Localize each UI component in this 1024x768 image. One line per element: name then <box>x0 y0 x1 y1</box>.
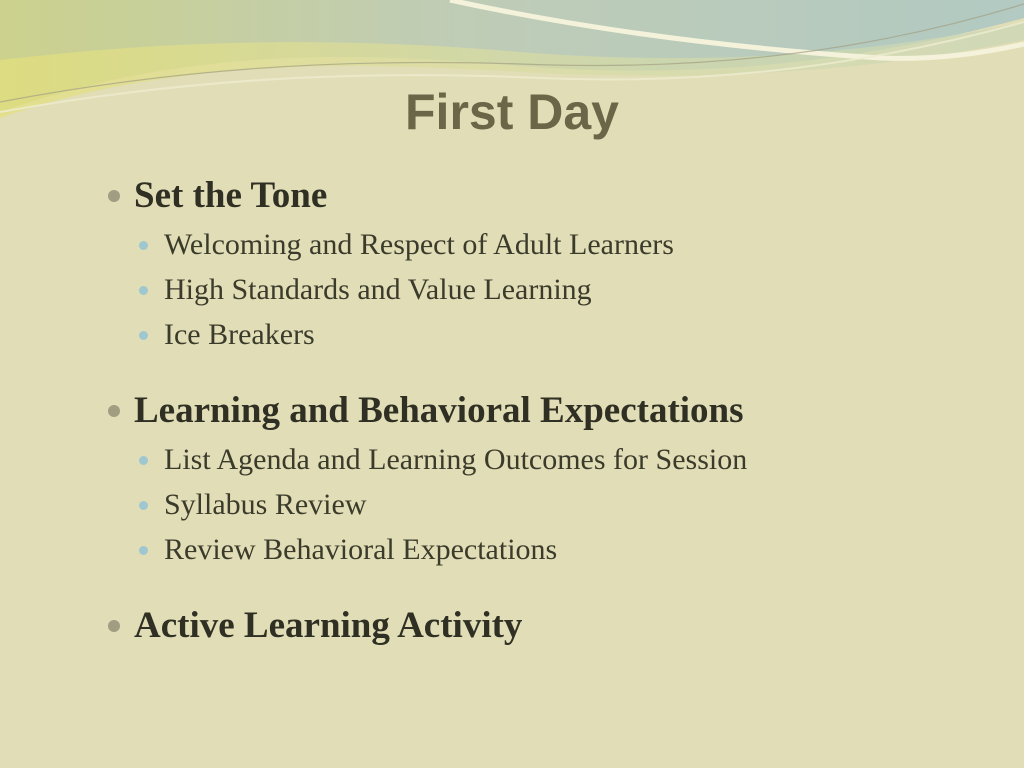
bullet-dot-icon <box>139 546 148 555</box>
bullet-dot-icon <box>108 620 120 632</box>
section-heading <box>104 170 984 222</box>
section-heading-text: Set the Tone <box>134 175 328 216</box>
list-item <box>104 527 984 572</box>
bullet-dot-icon <box>139 331 148 340</box>
section-heading <box>104 385 984 437</box>
bullet-dot-icon <box>139 456 148 465</box>
bullet-dot-icon <box>139 286 148 295</box>
section-active-learning <box>104 600 984 652</box>
list-item <box>104 312 984 357</box>
bullet-dot-icon <box>139 501 148 510</box>
list-item <box>104 222 984 267</box>
section-learning-expectations <box>104 385 984 572</box>
list-item <box>104 437 984 482</box>
list-item <box>104 267 984 312</box>
list-item-text: Ice Breakers <box>164 318 315 351</box>
section-set-the-tone <box>104 170 984 357</box>
bullet-list <box>104 170 984 680</box>
bullet-dot-icon <box>108 405 120 417</box>
list-item-text: List Agenda and Learning Outcomes for Session <box>164 443 748 476</box>
list-item-text: Welcoming and Respect of Adult Learners <box>164 228 674 261</box>
section-heading-text: Active Learning Activity <box>134 605 523 646</box>
page-title: First Day <box>405 84 619 140</box>
list-item-text: High Standards and Value Learning <box>164 273 592 306</box>
bullet-dot-icon <box>108 190 120 202</box>
list-item <box>104 482 984 527</box>
section-heading-text: Learning and Behavioral Expectations <box>134 390 744 431</box>
list-item-text: Syllabus Review <box>164 488 367 521</box>
bullet-dot-icon <box>139 241 148 250</box>
list-item-text: Review Behavioral Expectations <box>164 533 558 566</box>
section-heading <box>104 600 984 652</box>
